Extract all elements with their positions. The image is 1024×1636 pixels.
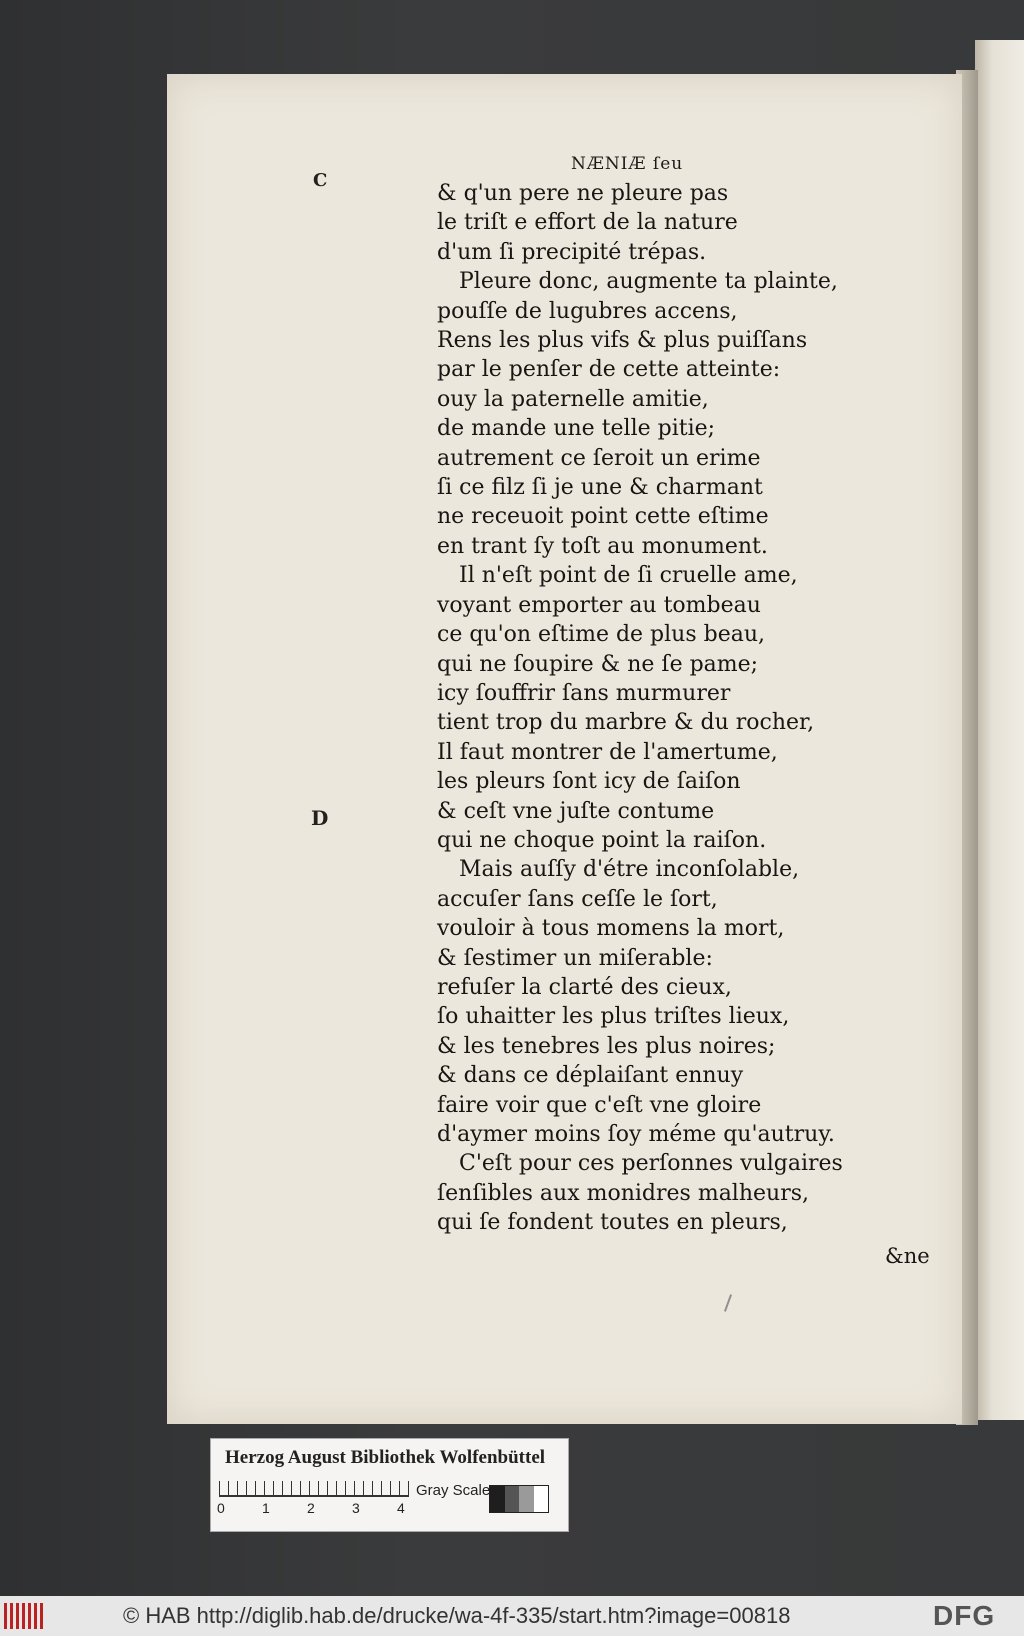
poem-line: en trant ſy toſt au monument.: [437, 533, 768, 559]
barcode-icon: [4, 1603, 46, 1629]
poem-line: qui ne ſoupire & ne ſe pame;: [437, 651, 759, 677]
poem-line: tient trop du marbre & du rocher,: [437, 710, 815, 736]
poem-line: & les tenebres les plus noires;: [437, 1033, 776, 1059]
paper-mark: [724, 1294, 732, 1312]
poem-line: refuſer la clarté des cieux,: [437, 974, 732, 1000]
poem-line: autrement ce ſeroit un erime: [437, 445, 761, 471]
color-scale-card: [210, 1438, 569, 1532]
scale-number: 1: [262, 1500, 270, 1516]
library-name: Herzog August Bibliothek Wolfenbüttel: [225, 1447, 546, 1468]
poem-line: ne receuoit point cette eſtime: [437, 504, 769, 530]
scale-number: 4: [397, 1500, 405, 1516]
poem-line: les pleurs ſont icy de ſaiſon: [437, 769, 741, 795]
poem-line: d'aymer moins ſoy méme qu'autruy.: [437, 1122, 835, 1147]
poem-text: [437, 179, 857, 1238]
poem-line: ce qu'on eſtime de plus beau,: [437, 622, 766, 648]
running-head: NÆNIÆ ſeu: [571, 154, 684, 174]
poem-line: Pleure donc, augmente ta plainte,: [459, 269, 838, 295]
poem-line: vouloir à tous momens la mort,: [437, 916, 785, 942]
margin-letter-middle: D: [311, 806, 329, 830]
poem-line: voyant emporter au tombeau: [437, 592, 761, 618]
poem-line: Il n'eſt point de ſi cruelle ame,: [459, 563, 798, 589]
gray-swatch: [534, 1486, 549, 1512]
poem-line: ſenſibles aux monidres malheurs,: [437, 1180, 810, 1206]
poem-line: Il faut montrer de l'amertume,: [437, 739, 778, 765]
catchword: &ne: [885, 1244, 930, 1268]
dfg-logo: DFG: [933, 1600, 996, 1631]
poem-line: qui ſe fondent toutes en pleurs,: [437, 1210, 788, 1236]
gray-swatch: [505, 1486, 520, 1512]
poem-line: accuſer ſans ceſſe le ſort,: [437, 886, 718, 912]
poem-line: Mais auſſy d'étre inconſolable,: [459, 857, 800, 883]
poem-line: qui ne choque point la raiſon.: [437, 827, 767, 853]
scale-number: 0: [217, 1500, 225, 1516]
poem-line: d'um ſi precipité trépas.: [437, 239, 707, 265]
poem-line: ſi ce filz ſi je une & charmant: [437, 475, 763, 501]
poem-line: C'eſt pour ces perſonnes vulgaires: [459, 1151, 843, 1177]
poem-line: le triſt e effort de la nature: [437, 210, 738, 236]
book-page: [167, 74, 962, 1424]
poem-line: ouy la paternelle amitie,: [437, 386, 709, 412]
poem-line: & q'un pere ne pleure pas: [437, 181, 729, 206]
scale-ruler-base: [219, 1495, 409, 1497]
poem-line: & ſestimer un miſerable:: [437, 945, 713, 971]
poem-line: icy ſouffrir ſans murmurer: [437, 680, 731, 706]
poem-line: par le penſer de cette atteinte:: [437, 357, 781, 383]
source-url[interactable]: © HAB http://diglib.hab.de/drucke/wa-4f-335/start.htm?image=00818: [123, 1603, 791, 1628]
poem-line: & dans ce déplaiſant ennuy: [437, 1063, 744, 1089]
footer-bar: [0, 1596, 1024, 1636]
poem-line: pouſſe de lugubres accens,: [437, 298, 738, 324]
gray-swatch: [519, 1486, 534, 1512]
poem-line: & ceſt vne juſte contume: [437, 798, 715, 824]
gray-scale-label: Gray Scale: [416, 1482, 491, 1499]
gray-swatch: [490, 1486, 505, 1512]
poem-line: ſo uhaitter les plus triſtes lieux,: [437, 1004, 790, 1030]
poem-line: Rens les plus vifs & plus puiſſans: [437, 328, 808, 354]
scale-number: 3: [352, 1500, 360, 1516]
margin-letter-top: C: [313, 170, 328, 191]
poem-line: de mande une telle pitie;: [437, 416, 716, 442]
poem-line: faire voir que c'eſt vne gloire: [437, 1092, 762, 1118]
scale-number: 2: [307, 1500, 315, 1516]
facing-page-edge: [975, 40, 1024, 1420]
gray-scale-swatches: [489, 1485, 549, 1513]
